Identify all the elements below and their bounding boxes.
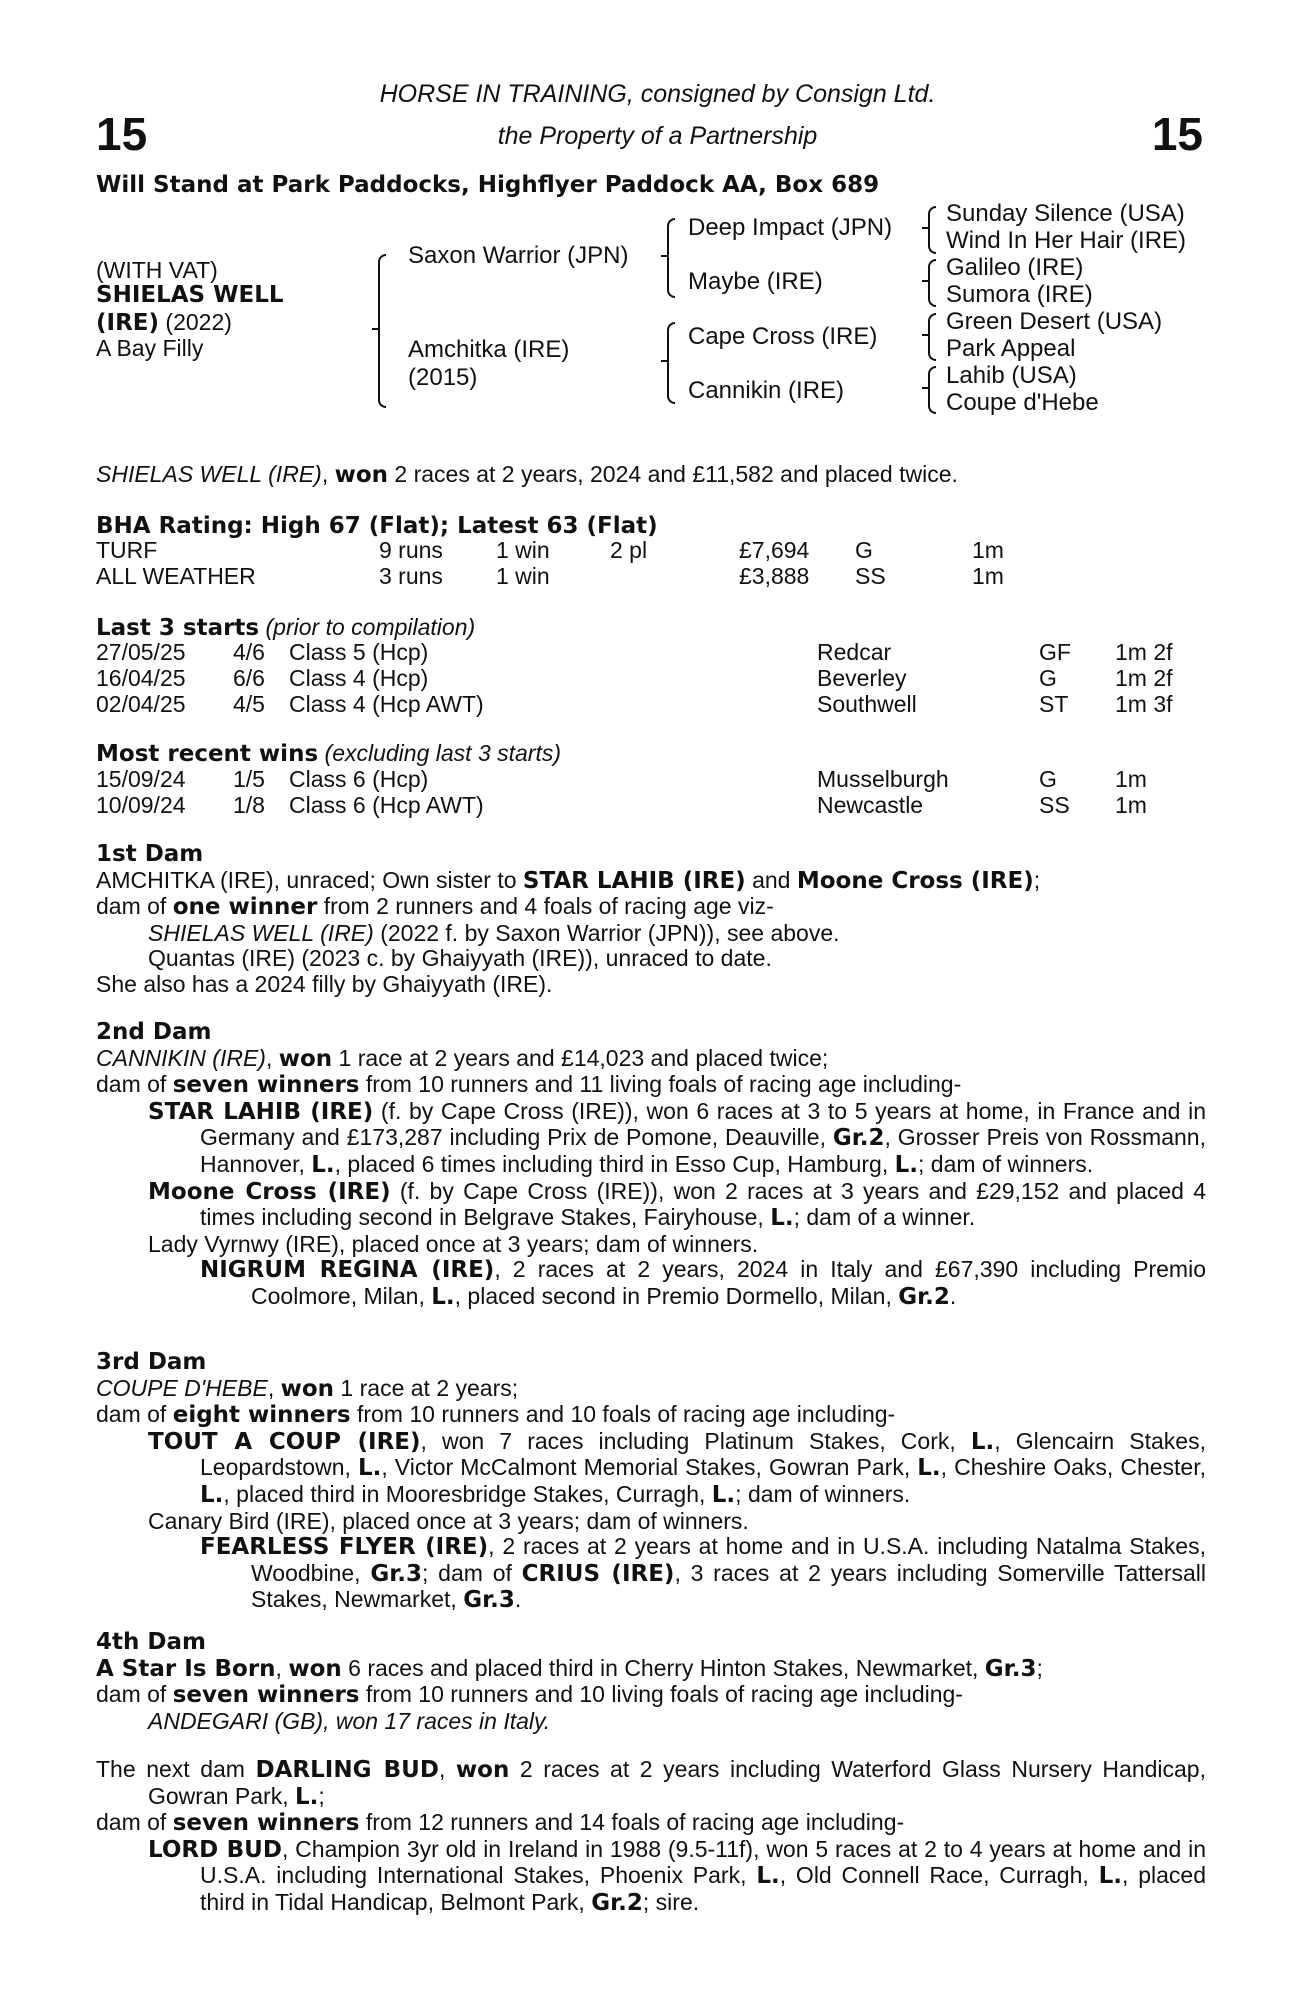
win-class: Class 6 (Hcp) [289,766,429,792]
start-going: GF [1039,639,1071,665]
last3-heading: Last 3 starts [96,615,260,641]
third-dam-section [96,1350,1206,1614]
last3-row [96,692,1206,718]
pedigree-dss: Green Desert (USA) [946,308,1163,335]
rating-distance: 1m [972,563,1004,589]
rating-prize: £3,888 [739,563,810,589]
last3-note: (prior to compilation) [259,614,476,640]
third-dam-title: 3rd Dam [96,1349,207,1375]
start-position: 4/5 [233,691,265,717]
stand-location: Will Stand at Park Paddocks, Highflyer Paddock AA, Box 689 [96,172,880,198]
pedigree-dam-dam: Cannikin (IRE) [688,377,845,404]
horse-description: A Bay Filly [96,335,204,361]
summary-won: won [334,462,389,488]
horse-year: (2022) [159,309,232,335]
rating-runs: 3 runs [379,563,443,589]
next-dam-line2: dam of seven winners from 12 runners and 14 foals of racing age including- [96,1809,905,1837]
pedigree-dam-sire: Cape Cross (IRE) [688,323,878,350]
win-position: 1/8 [233,792,265,818]
fourth-dam-produce: ANDEGARI (GB), won 17 races in Italy. [148,1707,551,1734]
first-dam-section [96,842,1206,998]
second-dam-title: 2nd Dam [96,1019,212,1045]
start-course: Beverley [817,665,907,691]
wins-note: (excluding last 3 starts) [318,740,562,766]
next-dam-section [96,1757,1206,1917]
pedigree-dam: Amchitka (IRE) [408,336,570,363]
header-property: the Property of a Partnership [497,122,818,150]
start-date: 02/04/25 [96,691,186,717]
pedigree-sire-dam: Maybe (IRE) [688,268,823,295]
pedigree-dsd: Park Appeal [946,335,1076,362]
start-course: Southwell [817,691,917,717]
start-class: Class 4 (Hcp) [289,665,429,691]
last3-row [96,666,1206,692]
second-dam-section [96,1020,1206,1311]
first-dam-produce: SHIELAS WELL (IRE) (2022 f. by Saxon Warrior (JPN)), see above. [148,919,840,946]
win-going: G [1039,766,1057,792]
start-going: G [1039,665,1057,691]
race-summary: SHIELAS WELL (IRE), won 2 races at 2 years, 2024 and £11,582 and placed twice. [96,461,958,488]
first-dam-produce: Quantas (IRE) (2023 c. by Ghaiyyath (IRE)), unraced to date. [148,945,772,972]
pedigree-sds: Galileo (IRE) [946,254,1084,281]
win-going: SS [1039,792,1070,818]
fourth-dam-section [96,1630,1206,1734]
horse-origin: (IRE) [96,310,160,336]
lot-number-left: 15 [96,108,148,160]
start-course: Redcar [817,639,892,665]
rating-row-turf [96,538,1206,564]
win-position: 1/5 [233,766,265,792]
win-course: Newcastle [817,792,924,818]
win-date: 10/09/24 [96,792,186,818]
second-dam-produce: STAR LAHIB (IRE) (f. by Cape Cross (IRE)), won 6 races at 3 to 5 years at home, in France and in Germany and £173,287 including Prix de Pomone, Deauville, Gr.2, Grosser Preis von Rossmann, Hannover, L., placed 6 times including third in Esso Cup, Hamburg, L.; dam of winners. [148,1097,1206,1178]
pedigree-brace-sire [667,218,675,298]
pedigree-ddd: Coupe d'Hebe [946,389,1099,416]
start-date: 27/05/25 [96,639,186,665]
rating-going: G [855,537,873,563]
rating-wins: 1 win [496,537,550,563]
horse-name: SHIELAS WELL [96,282,284,308]
vat-note: (WITH VAT) [96,257,218,283]
second-dam-produce: Moone Cross (IRE) (f. by Cape Cross (IRE)), won 2 races at 3 years and £29,152 and placed 4 times including second in Belgrave Stakes, Fairyhouse, L.; dam of a winner. [148,1177,1206,1232]
pedigree-brace-ds [928,313,936,361]
pedigree-sire-sire: Deep Impact (JPN) [688,214,893,241]
pedigree-brace-sd [928,259,936,307]
header-consignor: HORSE IN TRAINING, consigned by Consign Ltd. [379,80,936,108]
pedigree-brace-ss [928,206,936,254]
start-position: 4/6 [233,639,265,665]
pedigree-brace-dd-tip [922,387,928,389]
start-distance: 1m 3f [1115,691,1173,717]
pedigree-brace-main-tip [372,328,378,330]
last3-title [96,615,475,642]
third-dam-produce: TOUT A COUP (IRE), won 7 races including Platinum Stakes, Cork, L., Glencairn Stakes, Leopardstown, L., Victor McCalmont Memorial Stakes, Gowran Park, L., Cheshire Oaks, Chester, L., placed third in Mooresbridge Stakes, Curragh, L.; dam of winners. [148,1427,1206,1508]
win-distance: 1m [1115,792,1147,818]
fourth-dam-title: 4th Dam [96,1629,206,1655]
pedigree-dam-year: (2015) [408,364,478,391]
pedigree-brace-dam-tip [661,360,667,362]
win-class: Class 6 (Hcp AWT) [289,792,484,818]
wins-row [96,767,1206,793]
third-dam-line2: dam of eight winners from 10 runners and 10 foals of racing age including- [96,1401,896,1429]
first-dam-line2: dam of one winner from 2 runners and 4 foals of racing age viz- [96,893,774,921]
third-dam-grand-produce: FEARLESS FLYER (IRE), 2 races at 2 years at home and in U.S.A. including Natalma Stakes, Woodbine, Gr.3; dam of CRIUS (IRE), 3 races at 2 years including Somerville Tattersall Stakes, Newmarket, Gr.3. [200,1533,1207,1614]
pedigree-brace-sd-tip [922,280,928,282]
rating-title: BHA Rating: High 67 (Flat); Latest 63 (Flat) [96,513,658,539]
second-dam-line2: dam of seven winners from 10 runners and 11 living foals of racing age including- [96,1071,962,1099]
pedigree-dds: Lahib (USA) [946,362,1077,389]
pedigree-brace-ss-tip [922,227,928,229]
fourth-dam-line1: A Star Is Born, won 6 races and placed third in Cherry Hinton Stakes, Newmarket, Gr.3; [96,1654,1043,1682]
rating-going: SS [855,563,886,589]
rating-wins: 1 win [496,563,550,589]
pedigree-brace-dd [928,366,936,414]
pedigree-sss: Sunday Silence (USA) [946,200,1185,227]
wins-heading: Most recent wins [96,741,319,767]
wins-title [96,741,561,768]
next-dam-line1: The next dam DARLING BUD, won 2 races at 2 years including Waterford Glass Nursery Handicap, Gowran Park, L.; [96,1756,1206,1810]
rating-distance: 1m [972,537,1004,563]
last3-row [96,640,1206,666]
second-dam-grand-produce: NIGRUM REGINA (IRE), 2 races at 2 years, 2024 in Italy and £67,390 including Premio Coolmore, Milan, L., placed second in Premio Dormello, Milan, Gr.2. [200,1256,1206,1310]
start-going: ST [1039,691,1069,717]
summary-horse-name: SHIELAS WELL (IRE) [96,461,322,487]
pedigree-brace-dam [667,322,675,404]
wins-row [96,793,1206,819]
third-dam-produce: Canary Bird (IRE), placed once at 3 years; dam of winners. [148,1507,749,1534]
rating-surface: TURF [96,537,158,563]
start-position: 6/6 [233,665,265,691]
start-date: 16/04/25 [96,665,186,691]
pedigree-ssd: Wind In Her Hair (IRE) [946,227,1187,254]
lot-number-right: 15 [1151,108,1203,160]
second-dam-produce: Lady Vyrnwy (IRE), placed once at 3 years; dam of winners. [148,1230,759,1257]
rating-placed: 2 pl [610,537,648,563]
win-distance: 1m [1115,766,1147,792]
first-dam-note: She also has a 2024 filly by Ghaiyyath (IRE). [96,970,553,997]
pedigree-sire: Saxon Warrior (JPN) [408,242,629,269]
rating-row-aw [96,564,1206,590]
start-distance: 1m 2f [1115,665,1173,691]
rating-prize: £7,694 [739,537,810,563]
pedigree-sdd: Sumora (IRE) [946,281,1093,308]
win-date: 15/09/24 [96,766,186,792]
rating-runs: 9 runs [379,537,443,563]
rating-surface: ALL WEATHER [96,563,256,589]
pedigree-brace-sire-tip [661,255,667,257]
fourth-dam-line2: dam of seven winners from 10 runners and 10 living foals of racing age including- [96,1681,963,1709]
pedigree-brace-ds-tip [922,334,928,336]
first-dam-line1: AMCHITKA (IRE), unraced; Own sister to STAR LAHIB (IRE) and Moone Cross (IRE); [96,866,1041,894]
third-dam-line1: COUPE D'HEBE, won 1 race at 2 years; [96,1374,519,1402]
pedigree-brace-main [378,254,386,408]
win-course: Musselburgh [817,766,949,792]
summary-rest: 2 races at 2 years, 2024 and £11,582 and placed twice. [388,461,958,487]
start-class: Class 5 (Hcp) [289,639,429,665]
start-distance: 1m 2f [1115,639,1173,665]
next-dam-produce: LORD BUD, Champion 3yr old in Ireland in 1988 (9.5-11f), won 5 races at 2 to 4 years at home and in U.S.A. including International Stakes, Phoenix Park, L., Old Connell Race, Curragh, L., placed third in Tidal Handicap, Belmont Park, Gr.2; sire. [148,1835,1207,1916]
second-dam-line1: CANNIKIN (IRE), won 1 race at 2 years and £14,023 and placed twice; [96,1044,829,1072]
first-dam-title: 1st Dam [96,841,204,867]
horse-origin-year [96,310,232,337]
start-class: Class 4 (Hcp AWT) [289,691,484,717]
